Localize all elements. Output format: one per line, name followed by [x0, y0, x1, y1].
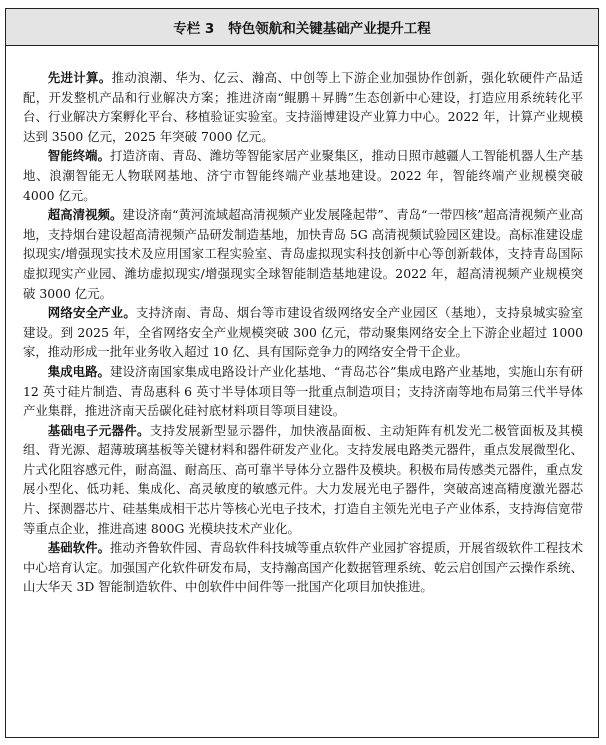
box-header: [6, 9, 598, 46]
paragraph-network-security: [23, 303, 583, 362]
paragraph-text: 支持发展新型显示器件，加快液晶面板、主动矩阵有机发光二极管面板及其模组、背光源、超薄玻璃基板等关键材料和器件研发产业化。支持发展电路类元器件，重点发展微型化、片式化阻容感元件，耐高温、耐高压、高可靠半导体分立器件及模块。积极布局传感类元器件，重点发展小型化、低功耗、集成化、高灵敏度的敏感元件。大力发展光电子器件，突破高速高精度激光器芯片、探测器芯片、硅基集成相干芯片等核心光电子技术，打造自主领先光电子产业体系，支持海信宽带等重点企业，推进高速 800G 光模块技术产业化。: [23, 422, 584, 536]
paragraph-electronic-components: [23, 421, 583, 539]
paragraph-text: 推动浪潮、华为、亿云、瀚高、中创等上下游企业加强协作创新，强化软硬件产品适配，开发整机产品和行业解决方案；推进济南“鲲鹏＋昇腾”生态创新中心建设，打造应用系统转化平台、行业解决方案孵化平台、移植验证实验室。支持淄博建设产业算力中心。2022 年，计算产业规模达到 3500 亿元，2025 年突破 7000 亿元。: [23, 70, 584, 144]
paragraph-lead: 网络安全产业。: [47, 305, 136, 321]
paragraph-basic-software: [23, 538, 583, 597]
paragraph-text: 打造济南、青岛、潍坊等智能家居产业聚集区，推动日照市越疆人工智能机器人生产基地、浪潮智能无人物联网基地、济宁市智能终端产业基地建设。2022 年，智能终端产业规模突破 4000 亿元。: [23, 148, 584, 203]
feature-box: [5, 8, 599, 738]
paragraph-text: 推动齐鲁软件园、青岛软件科技城等重点软件产业园扩容提质，开展省级软件工程技术中心培育认定。加强国产化软件研发布局，支持瀚高国产化数据管理系统、乾云启创国产云操作系统、山大华天 3D 智能制造软件、中创软件中间件等一批国产化项目加快推进。: [23, 540, 584, 595]
paragraph-lead: 基础软件。: [47, 540, 111, 556]
paragraph-text: 建设济南“黄河流域超高清视频产业发展隆起带”、青岛“一带四核”超高清视频产业高地，支持烟台建设超高清视频产品研发制造基地，加快青岛 5G 高清视频试验园区建设。高标准建设虚拟现实/增强现实技术及应用国家工程实验室、青岛虚拟现实科技创新中心等创新载体，支持青岛国际虚拟现实产业园、潍坊虚拟现实/增强现实全球智能制造基地建设。2022 年，超高清视频产业规模突破 3000 亿元。: [23, 207, 584, 301]
paragraph-lead: 超高清视频。: [47, 207, 123, 223]
box-content: [6, 46, 598, 597]
paragraph-integrated-circuits: [23, 362, 583, 421]
paragraph-lead: 先进计算。: [47, 70, 112, 85]
paragraph-lead: 基础电子元器件。: [47, 422, 150, 438]
paragraph-advanced-computing: [23, 68, 583, 146]
paragraph-text: 支持济南、青岛、烟台等市建设省级网络安全产业园区（基地），支持泉城实验室建设。到 2025 年，全省网络安全产业规模突破 300 亿元，带动聚集网络安全上下游企业超过 1000 家，推动形成一批年业务收入超过 10 亿、具有国际竞争力的网络安全骨干企业。: [23, 305, 583, 360]
paragraph-smart-terminals: [23, 146, 583, 205]
paragraph-lead: 集成电路。: [47, 363, 110, 379]
box-title: 特色领航和关键基础产业提升工程: [228, 21, 431, 37]
paragraph-text: 建设济南国家集成电路设计产业化基地、“青岛芯谷”集成电路产业基地，实施山东有研 12 英寸硅片制造、青岛惠科 6 英寸半导体项目等一批重点制造项目；支持济南等地布局第三代半导体产业集群，推进济南天岳碳化硅衬底材料项目等项目建设。: [23, 363, 583, 419]
paragraph-lead: 智能终端。: [47, 148, 111, 164]
paragraph-uhd-video: [23, 205, 583, 303]
box-number: 专栏 3: [173, 21, 215, 37]
